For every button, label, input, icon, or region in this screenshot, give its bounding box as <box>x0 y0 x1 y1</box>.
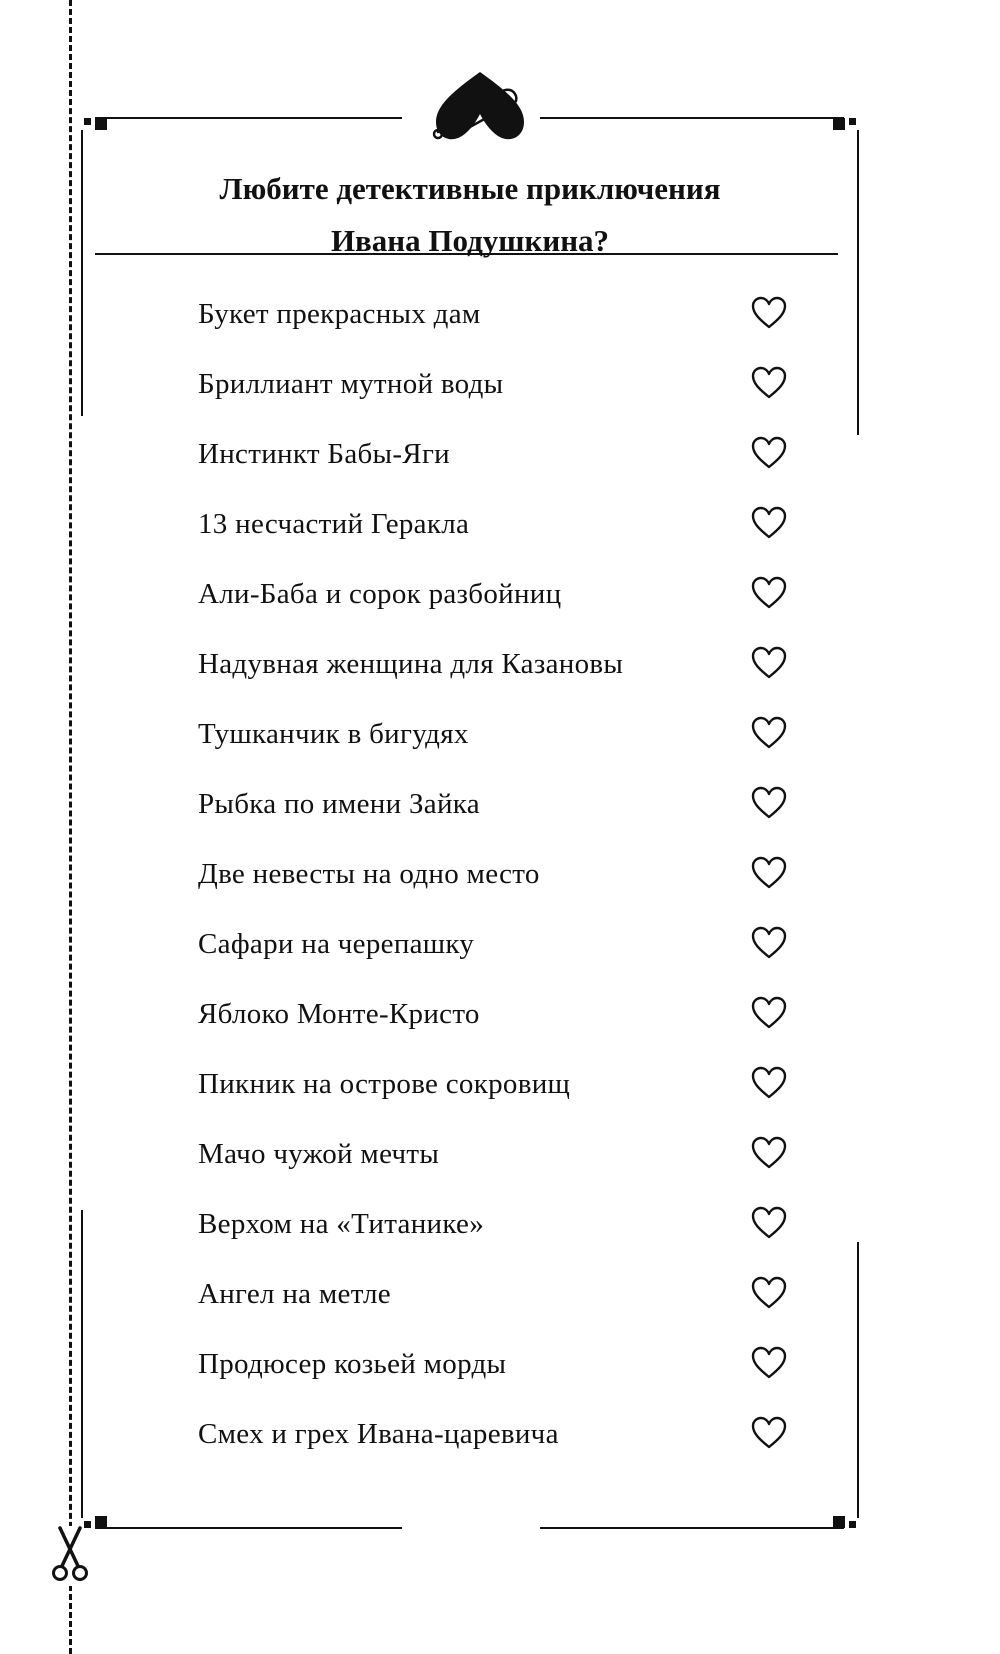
heart-outline-icon[interactable] <box>751 1416 787 1450</box>
heart-outline-icon[interactable] <box>751 1206 787 1240</box>
title-line-1: Любите детективные приключения <box>219 170 721 206</box>
heart-outline-icon[interactable] <box>751 576 787 610</box>
list-item <box>0 1125 1000 1195</box>
list-item <box>0 1265 1000 1335</box>
heart-outline-icon[interactable] <box>751 856 787 890</box>
list-item <box>0 1055 1000 1125</box>
book-title: Али-Баба и сорок разбойниц <box>198 578 562 610</box>
book-title: Надувная женщина для Казановы <box>198 648 624 680</box>
book-title: Мачо чужой мечты <box>198 1138 440 1170</box>
list-item <box>0 845 1000 915</box>
heart-with-safety-pin-icon <box>430 70 530 150</box>
list-item <box>0 425 1000 495</box>
heart-outline-icon[interactable] <box>751 1346 787 1380</box>
list-item <box>0 985 1000 1055</box>
heart-outline-icon[interactable] <box>751 996 787 1030</box>
heart-outline-icon[interactable] <box>751 436 787 470</box>
list-item <box>0 355 1000 425</box>
list-item <box>0 1195 1000 1265</box>
book-title: Рыбка по имени Зайка <box>198 788 480 820</box>
book-title: Яблоко Монте-Кристо <box>198 998 480 1030</box>
book-list <box>0 285 1000 1475</box>
list-item <box>0 565 1000 635</box>
list-item <box>0 495 1000 565</box>
book-title: Инстинкт Бабы-Яги <box>198 438 450 470</box>
list-item <box>0 1335 1000 1405</box>
book-title: Букет прекрасных дам <box>198 298 481 330</box>
list-item <box>0 1405 1000 1475</box>
list-item <box>0 705 1000 775</box>
book-title: 13 несчастий Геракла <box>198 508 470 540</box>
heart-outline-icon[interactable] <box>751 366 787 400</box>
list-item <box>0 915 1000 985</box>
page-title <box>90 163 850 267</box>
title-line-2: Ивана Подушкина? <box>330 222 610 258</box>
book-title: Ангел на метле <box>198 1278 391 1310</box>
list-item <box>0 285 1000 355</box>
book-title: Верхом на «Титанике» <box>198 1208 484 1240</box>
book-title: Бриллиант мутной воды <box>198 368 504 400</box>
heart-outline-icon[interactable] <box>751 646 787 680</box>
heart-outline-icon[interactable] <box>751 786 787 820</box>
heart-outline-icon[interactable] <box>751 1136 787 1170</box>
book-title: Смех и грех Ивана-царевича <box>198 1418 559 1450</box>
heart-outline-icon[interactable] <box>751 926 787 960</box>
list-item <box>0 635 1000 705</box>
heart-outline-icon[interactable] <box>751 1276 787 1310</box>
heart-outline-icon[interactable] <box>751 296 787 330</box>
book-title: Две невесты на одно место <box>198 858 540 890</box>
book-title: Тушканчик в бигудях <box>198 718 469 750</box>
heart-outline-icon[interactable] <box>751 1066 787 1100</box>
book-title: Пикник на острове сокровищ <box>198 1068 571 1100</box>
heart-outline-icon[interactable] <box>751 716 787 750</box>
list-item <box>0 775 1000 845</box>
book-title: Продюсер козьей морды <box>198 1348 507 1380</box>
heart-outline-icon[interactable] <box>751 506 787 540</box>
book-title: Сафари на черепашку <box>198 928 475 960</box>
